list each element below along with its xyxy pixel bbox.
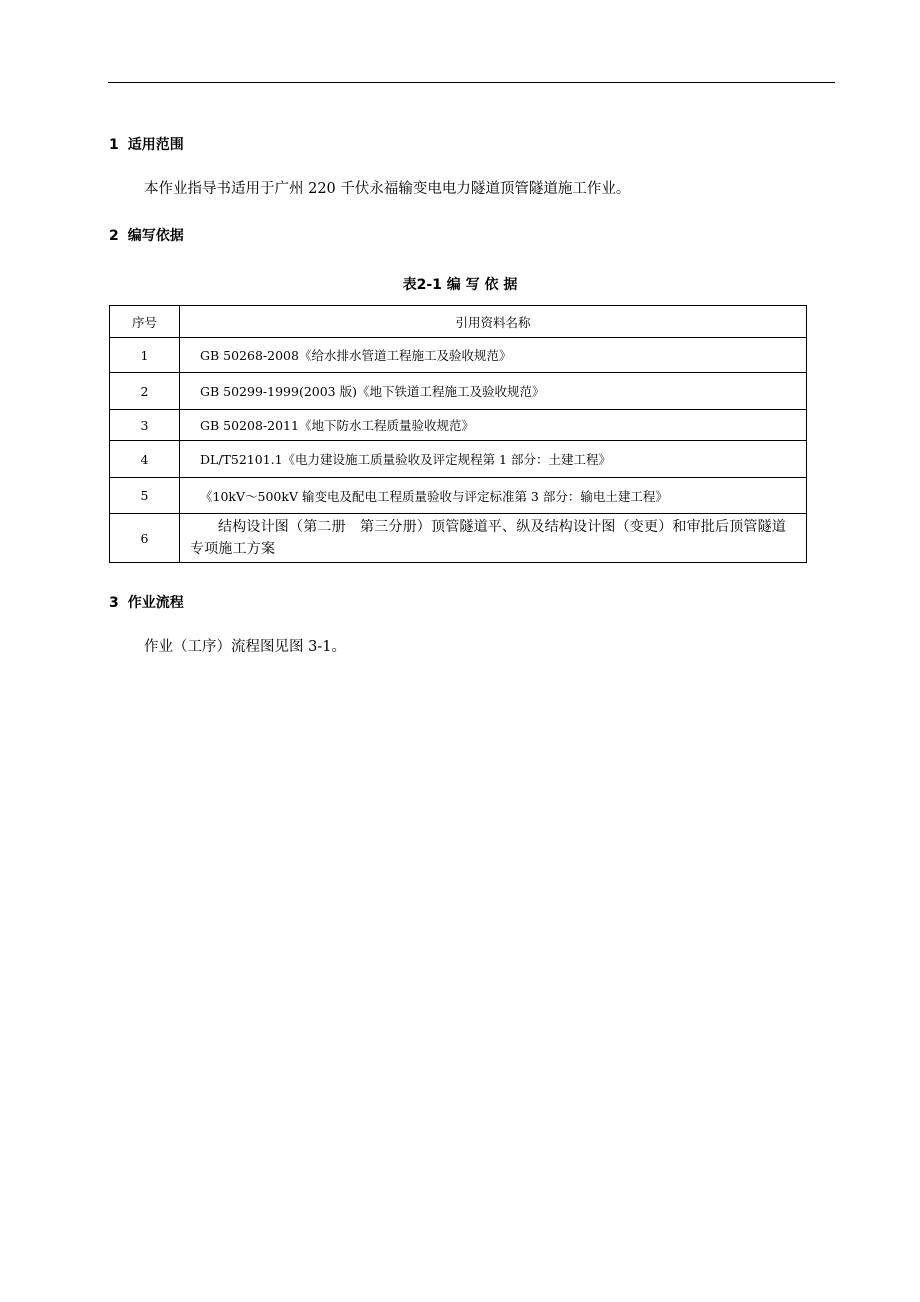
section-number: 1 xyxy=(109,137,119,153)
section-title: 适用范围 xyxy=(127,137,184,153)
basis-table xyxy=(109,305,807,563)
row-name: DL/T52101.1《电力建设施工质量验收及评定规程第 1 部分：土建工程》 xyxy=(180,441,807,478)
row-name: 结构设计图（第二册 第三分册）顶管隧道平、纵及结构设计图（变更）和审批后顶管隧道专项施工方案 xyxy=(180,514,807,563)
row-index: 4 xyxy=(110,441,180,478)
row-index: 1 xyxy=(110,338,180,373)
row-index: 3 xyxy=(110,410,180,441)
row-index: 6 xyxy=(110,514,180,563)
section-heading-flow xyxy=(109,594,184,612)
section-title: 作业流程 xyxy=(127,595,184,611)
row-name: GB 50268-2008《给水排水管道工程施工及验收规范》 xyxy=(180,338,807,373)
row-index: 2 xyxy=(110,373,180,410)
row-index: 5 xyxy=(110,478,180,514)
scope-paragraph: 本作业指导书适用于广州 220 千伏永福输变电电力隧道顶管隧道施工作业。 xyxy=(144,181,631,197)
table-row xyxy=(110,338,807,373)
row-name: GB 50208-2011《地下防水工程质量验收规范》 xyxy=(180,410,807,441)
header-name: 引用资料名称 xyxy=(180,306,807,338)
table-header-row xyxy=(110,306,807,338)
table-row xyxy=(110,514,807,563)
header-rule xyxy=(108,82,835,83)
header-index: 序号 xyxy=(110,306,180,338)
table-row xyxy=(110,478,807,514)
table-row xyxy=(110,373,807,410)
flow-paragraph: 作业（工序）流程图见图 3-1。 xyxy=(144,639,346,655)
section-heading-basis xyxy=(109,227,184,245)
row-name: 《10kV～500kV 输变电及配电工程质量验收与评定标准第 3 部分：输电土建工程》 xyxy=(180,478,807,514)
table-row xyxy=(110,441,807,478)
row-name: GB 50299-1999(2003 版)《地下铁道工程施工及验收规范》 xyxy=(180,373,807,410)
table-row xyxy=(110,410,807,441)
section-title: 编写依据 xyxy=(127,228,184,244)
table-caption: 表2-1 编 写 依 据 xyxy=(402,277,518,293)
section-number: 2 xyxy=(109,228,119,244)
section-heading-scope xyxy=(109,136,184,154)
section-number: 3 xyxy=(109,595,119,611)
